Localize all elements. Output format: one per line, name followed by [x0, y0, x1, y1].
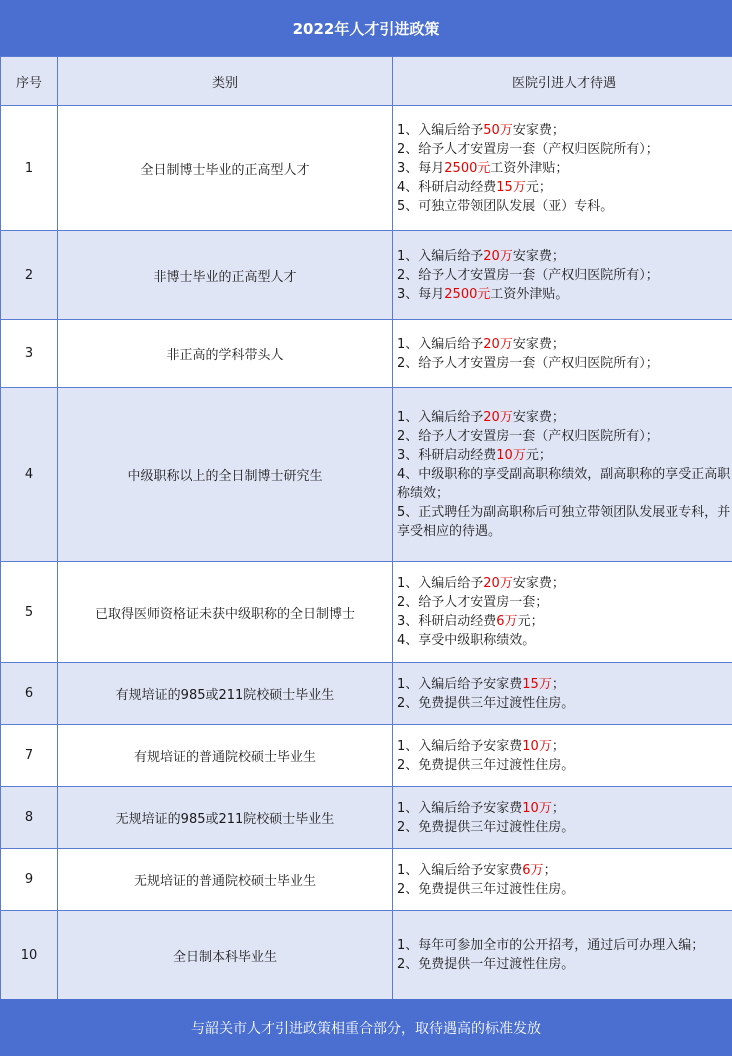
benefit-highlight: 10万 — [496, 448, 526, 463]
row-index: 1 — [1, 106, 58, 231]
table-row — [1, 849, 732, 911]
benefit-highlight: 20万 — [483, 248, 513, 264]
benefit-highlight: 10万 — [522, 800, 552, 816]
benefit-highlight: 15万 — [522, 676, 552, 692]
row-benefits — [393, 911, 732, 1000]
row-benefits — [393, 388, 732, 562]
benefit-line — [397, 955, 732, 974]
row-category: 有规培证的985或211院校硕士毕业生 — [58, 663, 393, 725]
benefit-text: 2、给予人才安置房一套； — [397, 595, 549, 610]
benefit-text: ； — [551, 800, 565, 816]
benefit-line — [397, 593, 732, 612]
row-category: 无规培证的普通院校硕士毕业生 — [58, 849, 393, 911]
benefit-line — [397, 408, 732, 427]
benefit-text: 2、免费提供一年过渡性住房。 — [397, 957, 575, 972]
benefit-text: 元； — [525, 448, 552, 463]
benefit-line — [397, 354, 732, 373]
header-category: 类别 — [58, 57, 393, 106]
benefit-text: 工资外津贴； — [490, 160, 569, 176]
benefit-highlight: 20万 — [483, 576, 513, 591]
benefit-text: 安家费； — [512, 576, 565, 591]
benefit-text: 安家费； — [512, 410, 565, 425]
row-category: 全日制本科毕业生 — [58, 911, 393, 1000]
benefit-text: 2、免费提供三年过渡性住房。 — [397, 881, 575, 897]
benefit-text: ； — [551, 738, 565, 754]
benefit-text: 4、科研启动经费 — [397, 179, 497, 195]
row-benefits — [393, 787, 732, 849]
benefit-text: ； — [551, 676, 565, 692]
table-row — [1, 562, 732, 663]
benefit-highlight: 20万 — [483, 336, 513, 352]
row-index: 3 — [1, 320, 58, 388]
benefit-line — [397, 247, 732, 266]
benefit-line — [397, 675, 732, 694]
benefit-line — [397, 612, 732, 631]
row-category: 已取得医师资格证未获中级职称的全日制博士 — [58, 562, 393, 663]
benefit-text: 3、每月 — [397, 160, 445, 176]
benefit-line — [397, 574, 732, 593]
benefit-text: 1、入编后给予 — [397, 410, 484, 425]
benefit-line — [397, 266, 732, 285]
benefit-text: 1、入编后给予 — [397, 248, 484, 264]
benefit-text: 3、科研启动经费 — [397, 448, 497, 463]
row-category: 非正高的学科带头人 — [58, 320, 393, 388]
footer-note: 与韶关市人才引进政策相重合部分，取待遇高的标准发放 — [0, 999, 732, 1056]
table-row — [1, 106, 732, 231]
benefit-text: 安家费； — [512, 336, 565, 352]
benefit-text: 1、入编后给予安家费 — [397, 738, 523, 754]
benefit-line — [397, 285, 732, 304]
row-category: 非博士毕业的正高型人才 — [58, 231, 393, 320]
row-category: 无规培证的985或211院校硕士毕业生 — [58, 787, 393, 849]
benefit-line — [397, 737, 732, 756]
row-index: 6 — [1, 663, 58, 725]
row-category: 中级职称以上的全日制博士研究生 — [58, 388, 393, 562]
benefit-text: 2、免费提供三年过渡性住房。 — [397, 757, 575, 773]
row-category: 有规培证的普通院校硕士毕业生 — [58, 725, 393, 787]
benefit-line — [397, 503, 732, 541]
benefit-highlight: 50万 — [483, 122, 513, 138]
row-benefits — [393, 849, 732, 911]
benefit-text: 1、入编后给予 — [397, 122, 484, 138]
benefit-highlight: 2500元 — [444, 286, 491, 302]
benefit-text: 3、科研启动经费 — [397, 614, 497, 629]
benefit-line — [397, 197, 732, 216]
benefit-text: 2、给予人才安置房一套（产权归医院所有）； — [397, 267, 659, 283]
header-benefits: 医院引进人才待遇 — [393, 57, 732, 106]
benefit-text: 1、入编后给予 — [397, 576, 484, 591]
benefit-text: 3、每月 — [397, 286, 445, 302]
header-index: 序号 — [1, 57, 58, 106]
benefit-highlight: 6万 — [522, 862, 544, 878]
table-row — [1, 320, 732, 388]
benefit-line — [397, 121, 732, 140]
benefit-line — [397, 140, 732, 159]
row-index: 2 — [1, 231, 58, 320]
table-row — [1, 388, 732, 562]
benefit-line — [397, 756, 732, 775]
row-benefits — [393, 320, 732, 388]
benefit-text: 5、正式聘任为副高职称后可独立带领团队发展亚专科，并享受相应的待遇。 — [397, 505, 731, 539]
benefit-text: 工资外津贴。 — [490, 286, 569, 302]
policy-table — [0, 56, 732, 1000]
benefit-line — [397, 427, 732, 446]
row-benefits — [393, 562, 732, 663]
benefit-line — [397, 159, 732, 178]
benefit-highlight: 20万 — [483, 410, 513, 425]
table-row — [1, 231, 732, 320]
row-index: 4 — [1, 388, 58, 562]
benefit-text: 1、每年可参加全市的公开招考，通过后可办理入编； — [397, 938, 705, 953]
row-category: 全日制博士毕业的正高型人才 — [58, 106, 393, 231]
benefit-line — [397, 861, 732, 880]
row-index: 5 — [1, 562, 58, 663]
benefit-text: 元； — [525, 179, 552, 195]
benefit-text: 安家费； — [512, 122, 565, 138]
benefit-line — [397, 335, 732, 354]
benefit-text: 5、可独立带领团队发展（亚）专科。 — [397, 198, 614, 214]
benefit-highlight: 2500元 — [444, 160, 491, 176]
benefit-text: 2、给予人才安置房一套（产权归医院所有）； — [397, 355, 659, 371]
benefit-line — [397, 465, 732, 503]
benefit-highlight: 15万 — [496, 179, 526, 195]
benefit-highlight: 10万 — [522, 738, 552, 754]
benefit-text: 2、给予人才安置房一套（产权归医院所有）； — [397, 141, 659, 157]
row-benefits — [393, 725, 732, 787]
table-row — [1, 787, 732, 849]
benefit-text: 1、入编后给予安家费 — [397, 862, 523, 878]
table-header-row — [1, 57, 732, 106]
benefit-line — [397, 936, 732, 955]
benefit-text: 2、免费提供三年过渡性住房。 — [397, 819, 575, 835]
row-benefits — [393, 106, 732, 231]
benefit-text: 4、中级职称的享受副高职称绩效，副高职称的享受正高职称绩效； — [397, 467, 731, 501]
table-row — [1, 911, 732, 1000]
table-body — [1, 106, 732, 1000]
benefit-text: 安家费； — [512, 248, 565, 264]
benefit-text: 1、入编后给予安家费 — [397, 800, 523, 816]
benefit-line — [397, 631, 732, 650]
benefit-line — [397, 880, 732, 899]
row-index: 9 — [1, 849, 58, 911]
benefit-line — [397, 799, 732, 818]
benefit-text: 1、入编后给予 — [397, 336, 484, 352]
benefit-text: 2、免费提供三年过渡性住房。 — [397, 695, 575, 711]
benefit-highlight: 6万 — [496, 614, 518, 629]
row-index: 8 — [1, 787, 58, 849]
benefit-line — [397, 178, 732, 197]
benefit-text: ； — [543, 862, 557, 878]
page-title: 2022年人才引进政策 — [0, 0, 732, 56]
table-row — [1, 663, 732, 725]
row-index: 10 — [1, 911, 58, 1000]
table-row — [1, 725, 732, 787]
benefit-text: 4、享受中级职称绩效。 — [397, 633, 536, 648]
benefit-text: 1、入编后给予安家费 — [397, 676, 523, 692]
benefit-text: 元； — [517, 614, 544, 629]
row-benefits — [393, 231, 732, 320]
row-index: 7 — [1, 725, 58, 787]
benefit-line — [397, 694, 732, 713]
benefit-text: 2、给予人才安置房一套（产权归医院所有）； — [397, 429, 659, 444]
benefit-line — [397, 446, 732, 465]
benefit-line — [397, 818, 732, 837]
row-benefits — [393, 663, 732, 725]
